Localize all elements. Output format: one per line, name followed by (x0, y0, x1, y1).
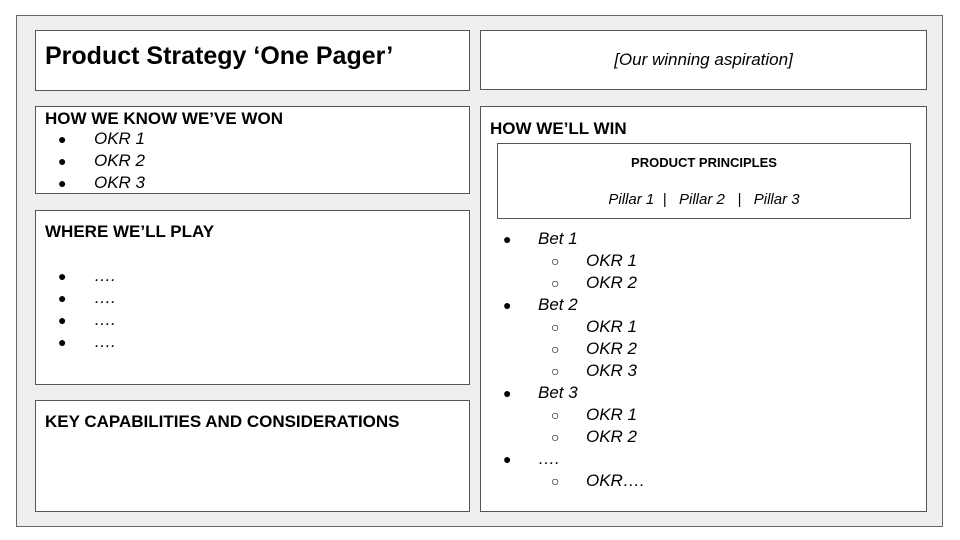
bet-item: Bet 2 (538, 295, 578, 314)
pillars-text: Pillar 1 | Pillar 2 | Pillar 3 (608, 191, 800, 208)
list-item: OKR 3 (94, 173, 146, 192)
bet-item: Bet 1 (538, 229, 578, 248)
where-we-play-heading: WHERE WE’LL PLAY (45, 222, 215, 241)
how-we-win-heading: HOW WE’LL WIN (490, 119, 627, 138)
okr-item: OKR…. (586, 471, 645, 490)
list-item: …. (94, 310, 116, 329)
bullet-icon: ● (58, 290, 67, 306)
aspiration-text: [Our winning aspiration] (614, 50, 793, 69)
title-box (35, 30, 470, 91)
bullet-icon: ● (503, 385, 512, 401)
okr-item: OKR 2 (586, 273, 638, 292)
how-we-know-heading: HOW WE KNOW WE’VE WON (45, 109, 283, 128)
okr-item: OKR 3 (586, 361, 638, 380)
product-principles-heading: PRODUCT PRINCIPLES (631, 155, 777, 170)
okr-item: OKR 1 (586, 251, 638, 270)
okr-item: OKR 1 (586, 317, 638, 336)
where-we-play-box (35, 210, 470, 385)
bullet-icon: ● (58, 153, 67, 169)
okr-item: OKR 2 (586, 339, 638, 358)
bullet-icon: ● (503, 231, 512, 247)
hollow-bullet-icon: ○ (551, 253, 560, 269)
bullet-icon: ● (58, 268, 67, 284)
how-we-know-box (35, 106, 470, 194)
bullet-icon: ● (503, 297, 512, 313)
hollow-bullet-icon: ○ (551, 275, 560, 291)
key-capabilities-box (35, 400, 470, 512)
bet-item: Bet 3 (538, 383, 578, 402)
okr-item: OKR 1 (586, 405, 638, 424)
hollow-bullet-icon: ○ (551, 473, 560, 489)
list-item: …. (94, 332, 116, 351)
list-item: …. (94, 288, 116, 307)
bullet-icon: ● (58, 175, 67, 191)
list-item: OKR 2 (94, 151, 146, 170)
product-principles-box (497, 143, 911, 219)
okr-item: OKR 2 (586, 427, 638, 446)
hollow-bullet-icon: ○ (551, 341, 560, 357)
hollow-bullet-icon: ○ (551, 429, 560, 445)
hollow-bullet-icon: ○ (551, 363, 560, 379)
hollow-bullet-icon: ○ (551, 319, 560, 335)
aspiration-box (480, 30, 927, 90)
key-capabilities-heading: KEY CAPABILITIES AND CONSIDERATIONS (45, 412, 400, 431)
bullet-icon: ● (58, 131, 67, 147)
list-item: …. (94, 266, 116, 285)
list-item: OKR 1 (94, 129, 146, 148)
bullet-icon: ● (58, 312, 67, 328)
hollow-bullet-icon: ○ (551, 407, 560, 423)
page-title: Product Strategy ‘One Pager’ (45, 42, 394, 70)
bullet-icon: ● (503, 451, 512, 467)
bullet-icon: ● (58, 334, 67, 350)
bet-item: …. (538, 449, 560, 468)
